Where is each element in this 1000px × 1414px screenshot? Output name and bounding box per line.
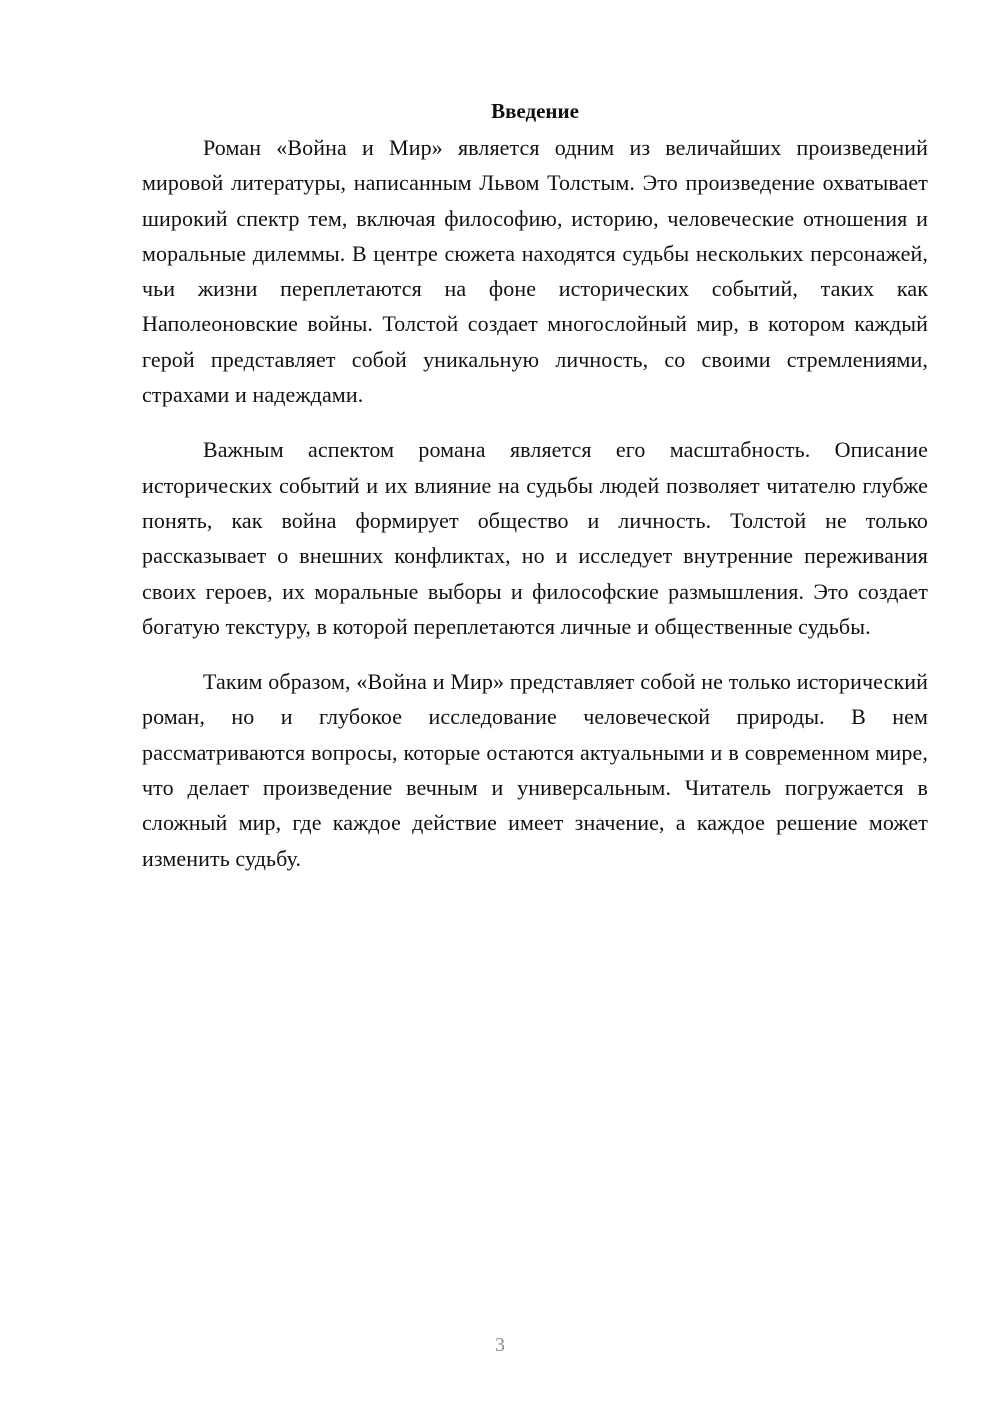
paragraph-1: Роман «Война и Мир» является одним из величайших произведений мировой литературы, написанным Львом Толстым. Это произведение охватывает широкий спектр тем, включая философию, историю, человеческие отношения и моральные дилеммы. В центре сюжета находятся судьбы нескольких персонажей, чьи жизни переплетаются на фоне исторических событий, таких как Наполеоновские войны. Толстой создает многослойный мир, в котором каждый герой представляет собой уникальную личность, со своими стремлениями, страхами и надеждами.: [142, 135, 928, 408]
page-number: 3: [495, 1334, 505, 1356]
page-content: [142, 96, 928, 896]
paragraph-2: Важным аспектом романа является его масштабность. Описание исторических событий и их влияние на судьбы людей позволяет читателю глубже понять, как война формирует общество и личность. Толстой не только рассказывает о внешних конфликтах, но и исследует внутренние переживания своих героев, их моральные выборы и философские размышления. Это создает богатую текстуру, в которой переплетаются личные и общественные судьбы.: [142, 437, 928, 639]
section-title: Введение: [491, 99, 579, 123]
paragraph-3: Таким образом, «Война и Мир» представляет собой не только исторический роман, но и глубокое исследование человеческой природы. В нем рассматриваются вопросы, которые остаются актуальными и в современном мире, что делает произведение вечным и универсальным. Читатель погружается в сложный мир, где каждое действие имеет значение, а каждое решение может изменить судьбу.: [142, 669, 928, 871]
